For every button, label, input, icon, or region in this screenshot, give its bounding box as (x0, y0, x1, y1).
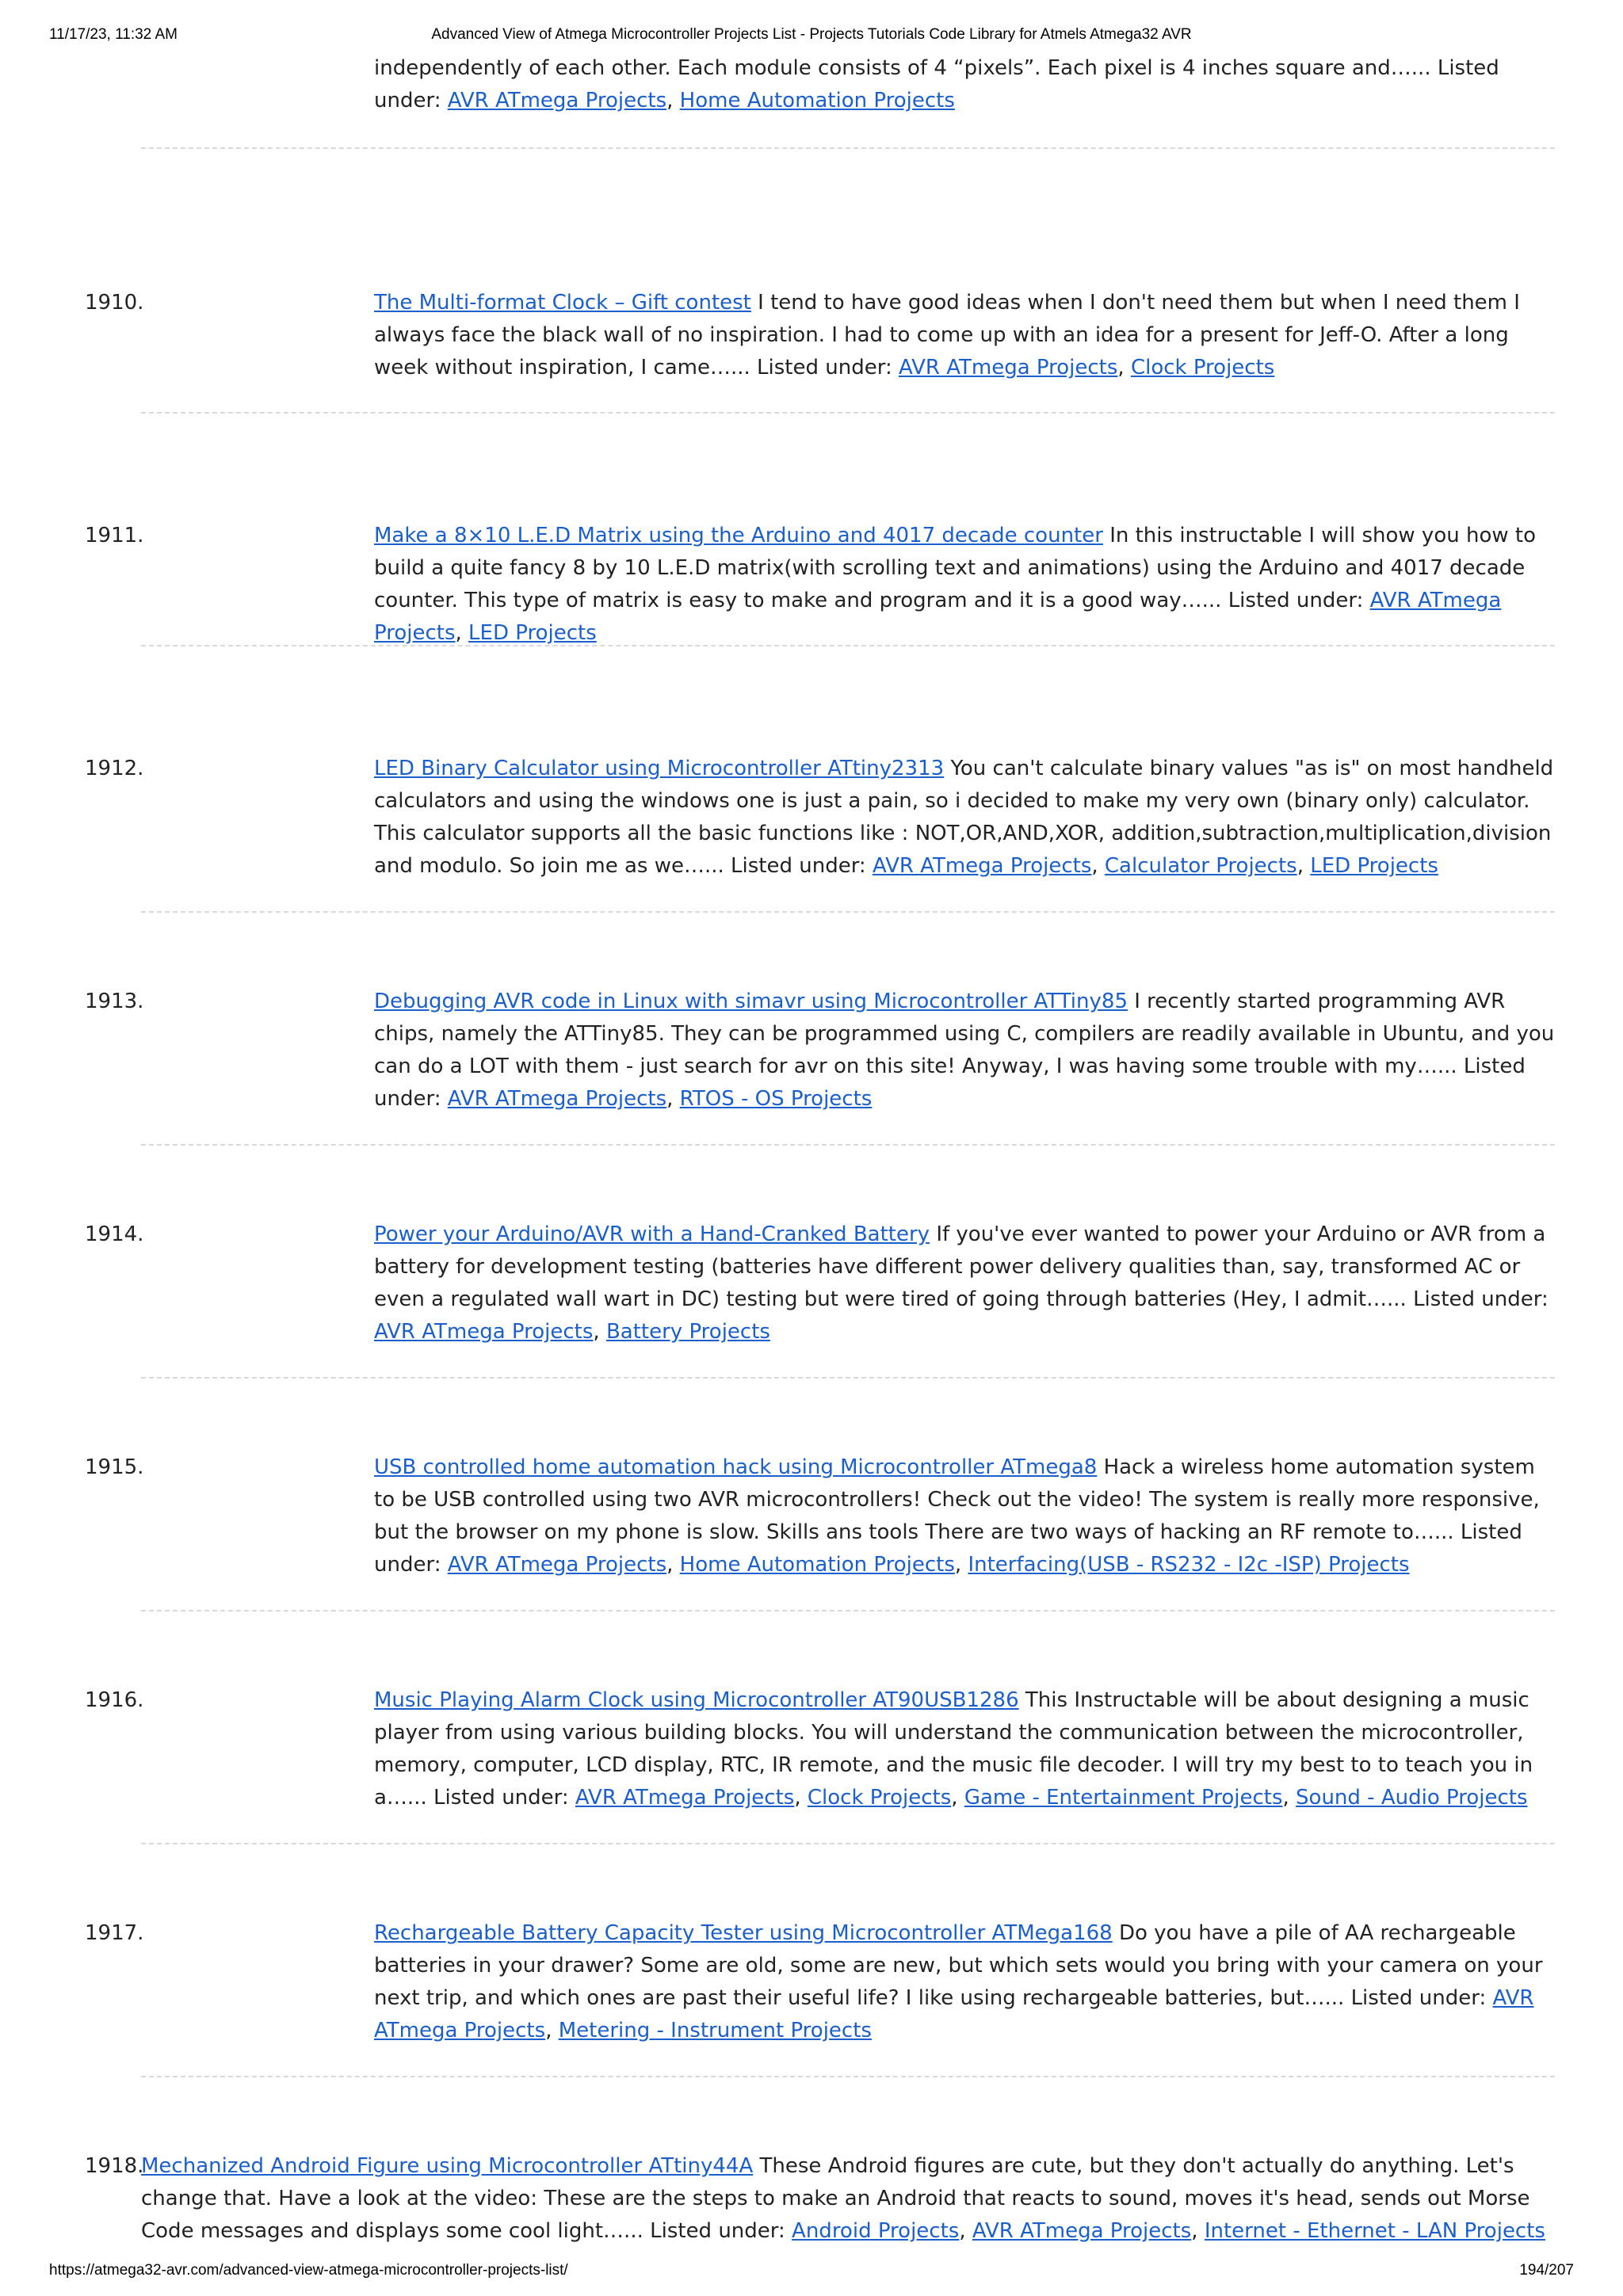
category-link[interactable]: Clock Projects (1130, 356, 1275, 379)
entry-description: In this instructable I will show you how to build a quite fancy 8 by 10 L.E.D matrix(with scrolling text and animations) using the Arduino and 4017 decade counter. This type of matrix is easy to make and program and it is a good way…... Listed under: (374, 524, 1536, 612)
entry-text: independently of each other. Each module consists of 4 “pixels”. Each pixel is 4 inches square and…... Listed under: AVR ATmega Projects, Home Automation Projects (374, 56, 1499, 113)
entry-number: 1913. (85, 990, 144, 1013)
category-link[interactable]: Home Automation Projects (679, 1553, 955, 1577)
entry-description: Hack a wireless home automation system to be USB controlled using two AVR microcontrollers! Check out the video! The system is really more responsive, but the browser on my phone is slow. Skills ans tools There are two ways of hacking an RF remote to…... Listed under: (374, 1455, 1540, 1577)
entry-text: Rechargeable Battery Capacity Tester using Microcontroller ATMega168 Do you have a pile of AA rechargeable batteries in your drawer? Some are old, some are new, but which sets would you bring with your camera on your next trip, and which ones are past their useful life? I like using rechargeable batteries, but…... Listed under: AVR ATmega Projects, Metering - Instrument Projects (374, 1921, 1543, 2042)
project-title-link[interactable]: USB controlled home automation hack using Microcontroller ATmega8 (374, 1455, 1098, 1479)
category-link[interactable]: AVR ATmega Projects (872, 854, 1092, 878)
category-link[interactable]: Calculator Projects (1104, 854, 1297, 878)
entry-description: independently of each other. Each module consists of 4 “pixels”. Each pixel is 4 inches square and…... Listed under: (374, 56, 1499, 113)
entry-description: Do you have a pile of AA rechargeable batteries in your drawer? Some are old, some are new, but which sets would you bring with your camera on your next trip, and which ones are past their useful life? I like using rechargeable batteries, but…... Listed under: (374, 1921, 1543, 2010)
entry-text: LED Binary Calculator using Microcontroller ATtiny2313 You can't calculate binary values "as is" on most handheld calculators and using the windows one is just a pain, so i decided to make my very own (binary only) calculator. This calculator supports all the basic functions like : NOT,OR,AND,XOR, addition,subtraction,multiplication,division and modulo. So join me as we…... Listed under: AVR ATmega Projects, Calculator Projects, LED Projects (374, 757, 1554, 878)
project-title-link[interactable]: Debugging AVR code in Linux with simavr using Microcontroller ATTiny85 (374, 990, 1128, 1013)
category-link[interactable]: AVR ATmega Projects (575, 1786, 795, 1810)
category-link[interactable]: RTOS - OS Projects (679, 1087, 873, 1111)
entry-text: USB controlled home automation hack using Microcontroller ATmega8 Hack a wireless home automation system to be USB controlled using two AVR microcontrollers! Check out the video! The system is really more responsive, but the browser on my phone is slow. Skills ans tools There are two ways of hacking an RF remote to…... Listed under: AVR ATmega Projects, Home Automation Projects, Interfacing(USB - RS232 - I2c -ISP) Projects (374, 1455, 1540, 1577)
project-title-link[interactable]: Power your Arduino/AVR with a Hand-Cranked Battery (374, 1222, 930, 1246)
print-header (0, 26, 1623, 47)
entry-text: Music Playing Alarm Clock using Microcontroller AT90USB1286 This Instructable will be about designing a music player from using various building blocks. You will understand the communication between the microcontroller, memory, computer, LCD display, RTC, IR remote, and the music file decoder. I will try my best to to teach you in a…... Listed under: AVR ATmega Projects, Clock Projects, Game - Entertainment Projects, Sound - Audio Projects (374, 1688, 1533, 1810)
project-title-link[interactable]: The Multi-format Clock – Gift contest (374, 291, 751, 315)
entry-separator (141, 412, 1555, 414)
print-url: https://atmega32-avr.com/advanced-view-atmega-microcontroller-projects-list/ (49, 2262, 568, 2279)
print-page-title: Advanced View of Atmega Microcontroller Projects List - Projects Tutorials Code Library for Atmels Atmega32 AVR (431, 26, 1192, 43)
entry-number: 1911. (85, 524, 144, 547)
entry-number: 1912. (85, 757, 144, 780)
entry-description: If you've ever wanted to power your Arduino or AVR from a battery for development testing (batteries have different power delivery qualities than, say, transformed AC or even a regulated wall wart in DC) testing but were tired of going through batteries (Hey, I admit…... Listed under: (374, 1222, 1549, 1311)
category-link[interactable]: Metering - Instrument Projects (558, 2019, 872, 2042)
category-link[interactable]: AVR ATmega Projects (972, 2219, 1192, 2243)
entry-separator (141, 1610, 1555, 1611)
entry-text: The Multi-format Clock – Gift contest I tend to have good ideas when I don't need them but when I need them I always face the black wall of no inspiration. I had to come up with an idea for a present for Jeff-O. After a long week without inspiration, I came…... Listed under: AVR ATmega Projects, Clock Projects (374, 291, 1520, 379)
entry-text: Make a 8×10 L.E.D Matrix using the Arduino and 4017 decade counter In this instructable I will show you how to build a quite fancy 8 by 10 L.E.D matrix(with scrolling text and animations) using the Arduino and 4017 decade counter. This type of matrix is easy to make and program and it is a good way…... Listed under: AVR ATmega Projects, LED Projects (374, 524, 1536, 645)
category-link[interactable]: Interfacing(USB - RS232 - I2c -ISP) Projects (968, 1553, 1410, 1577)
entry-description: You can't calculate binary values "as is" on most handheld calculators and using the windows one is just a pain, so i decided to make my very own (binary only) calculator. This calculator supports all the basic functions like : NOT,OR,AND,XOR, addition,subtraction,multiplication,division and modulo. So join me as we…... Listed under: (374, 757, 1554, 878)
project-title-link[interactable]: LED Binary Calculator using Microcontroller ATtiny2313 (374, 757, 945, 780)
entry-text: Power your Arduino/AVR with a Hand-Cranked Battery If you've ever wanted to power your Arduino or AVR from a battery for development testing (batteries have different power delivery qualities than, say, transformed AC or even a regulated wall wart in DC) testing but were tired of going through batteries (Hey, I admit…... Listed under: AVR ATmega Projects, Battery Projects (374, 1222, 1549, 1344)
entry-separator (141, 1377, 1555, 1379)
entry-separator (141, 911, 1555, 913)
entry-number: 1918. (85, 2154, 144, 2178)
category-link[interactable]: AVR ATmega Projects (447, 89, 667, 113)
print-datetime: 11/17/23, 11:32 AM (49, 26, 178, 43)
category-link[interactable]: AVR ATmega Projects (898, 356, 1118, 379)
entry-separator (141, 147, 1555, 149)
entry-separator (141, 1843, 1555, 1844)
entry-separator (141, 2076, 1555, 2077)
category-link[interactable]: Battery Projects (605, 1320, 770, 1344)
project-title-link[interactable]: Make a 8×10 L.E.D Matrix using the Arduino and 4017 decade counter (374, 524, 1103, 547)
project-title-link[interactable]: Rechargeable Battery Capacity Tester using Microcontroller ATMega168 (374, 1921, 1113, 1945)
entry-number: 1914. (85, 1222, 144, 1246)
category-link[interactable]: Home Automation Projects (679, 89, 955, 113)
category-link[interactable]: AVR ATmega Projects (447, 1087, 667, 1111)
category-link[interactable]: AVR ATmega Projects (374, 589, 1502, 645)
entry-description: This Instructable will be about designing a music player from using various building blocks. You will understand the communication between the microcontroller, memory, computer, LCD display, RTC, IR remote, and the music file decoder. I will try my best to to teach you in a…... Listed under: (374, 1688, 1533, 1810)
entry-number: 1910. (85, 291, 144, 315)
category-link[interactable]: Sound - Audio Projects (1296, 1786, 1528, 1810)
print-footer (0, 2262, 1623, 2283)
category-link[interactable]: AVR ATmega Projects (374, 1986, 1534, 2042)
entry-number: 1916. (85, 1688, 144, 1712)
entry-separator (141, 645, 1555, 646)
category-link[interactable]: AVR ATmega Projects (447, 1553, 667, 1577)
category-link[interactable]: Android Projects (792, 2219, 960, 2243)
category-link[interactable]: AVR ATmega Projects (374, 1320, 594, 1344)
entry-number: 1917. (85, 1921, 144, 1945)
entry-description: I tend to have good ideas when I don't need them but when I need them I always face the black wall of no inspiration. I had to come up with an idea for a present for Jeff-O. After a long week without inspiration, I came…... Listed under: (374, 291, 1520, 379)
entry-separator (141, 1144, 1555, 1146)
category-link[interactable]: Game - Entertainment Projects (964, 1786, 1283, 1810)
entry-description: These Android figures are cute, but they don't actually do anything. Let's change that. Have a look at the video: These are the steps to make an Android that reacts to sound, moves it's head, sends out Morse Code messages and displays some cool light…... Listed under: (141, 2154, 1530, 2243)
project-title-link[interactable]: Music Playing Alarm Clock using Microcontroller AT90USB1286 (374, 1688, 1019, 1712)
category-link[interactable]: LED Projects (468, 621, 597, 645)
entry-number: 1915. (85, 1455, 144, 1479)
category-link[interactable]: Clock Projects (807, 1786, 952, 1810)
category-link[interactable]: Internet - Ethernet - LAN Projects (1204, 2219, 1545, 2243)
project-title-link[interactable]: Mechanized Android Figure using Microcontroller ATtiny44A (141, 2154, 754, 2178)
print-page-number: 194/207 (1519, 2262, 1574, 2279)
entry-text: Debugging AVR code in Linux with simavr using Microcontroller ATTiny85 I recently started programming AVR chips, namely the ATTiny85. They can be programmed using C, compilers are readily available in Ubuntu, and you can do a LOT with them - just search for avr on this site! Anyway, I was having some trouble with my…... Listed under: AVR ATmega Projects, RTOS - OS Projects (374, 990, 1555, 1111)
entry-description: I recently started programming AVR chips, namely the ATTiny85. They can be programmed using C, compilers are readily available in Ubuntu, and you can do a LOT with them - just search for avr on this site! Anyway, I was having some trouble with my…... Listed under: (374, 990, 1555, 1111)
category-link[interactable]: LED Projects (1310, 854, 1438, 878)
entry-text: Mechanized Android Figure using Microcontroller ATtiny44A These Android figures are cute, but they don't actually do anything. Let's change that. Have a look at the video: These are the steps to make an Android that reacts to sound, moves it's head, sends out Morse Code messages and displays some cool light…... Listed under: Android Projects, AVR ATmega Projects, Internet - Ethernet - LAN Projects (141, 2154, 1545, 2243)
